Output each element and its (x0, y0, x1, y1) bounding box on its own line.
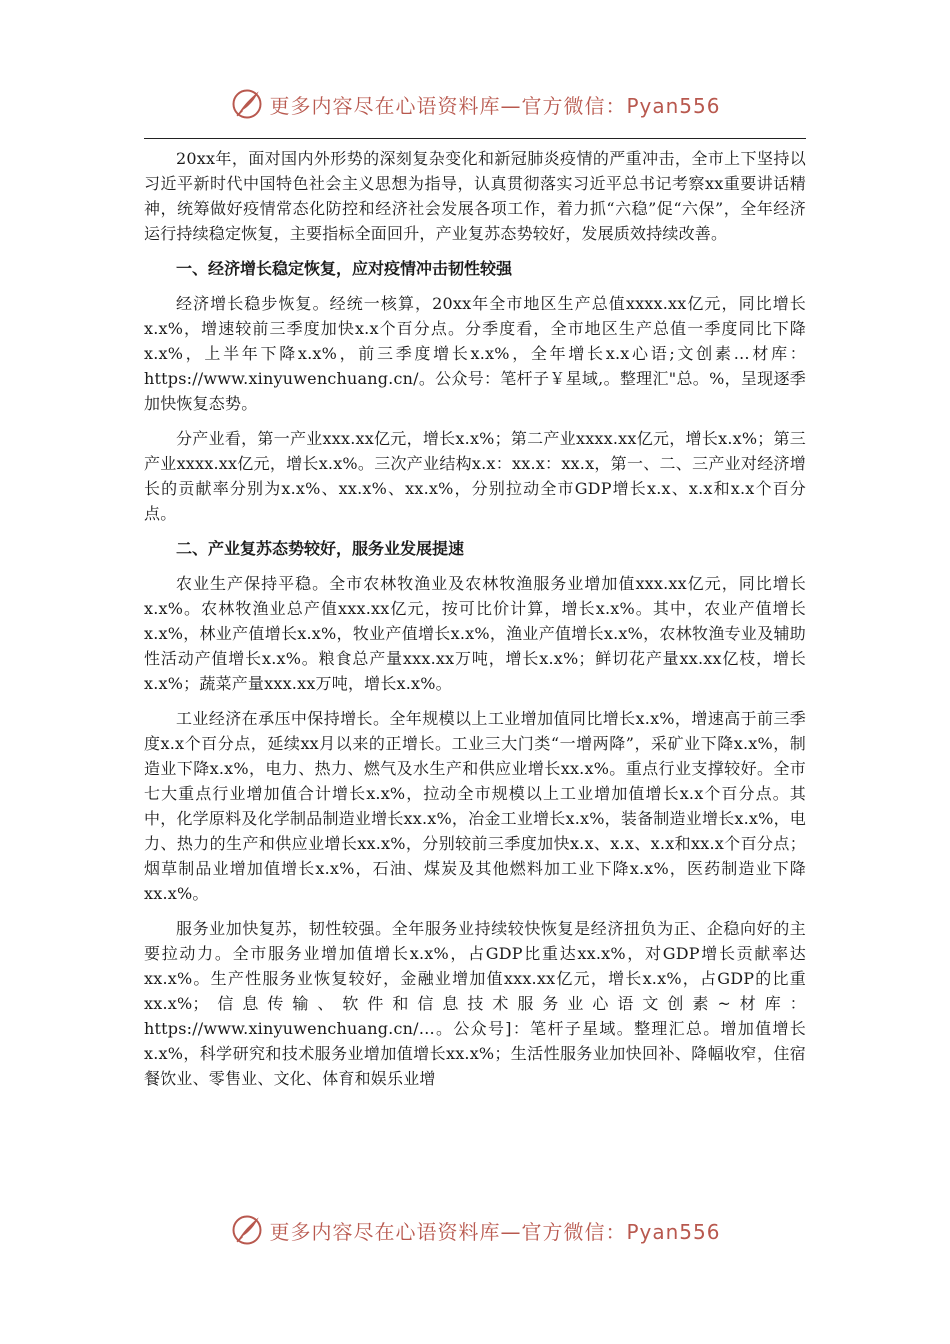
header-banner-text: 更多内容尽在心语资料库—官方微信：Pyan556 (269, 93, 721, 118)
body-paragraph: 20xx年，面对国内外形势的深刻复杂变化和新冠肺炎疫情的严重冲击，全市上下坚持以习近平新时代中国特色社会主义思想为指导，认真贯彻落实习近平总书记考察xx重要讲话精神，统筹做好疫情常态化防控和经济社会发展各项工作，着力抓“六稳”促“六保”，全年经济运行持续稳定恢复，主要指标全面回升，产业复苏态势较好，发展质效持续改善。 (144, 149, 806, 243)
body-paragraph: 服务业加快复苏，韧性较强。全年服务业持续较快恢复是经济扭负为正、企稳向好的主要拉动力。全市服务业增加值增长x.x%，占GDP比重达xx.x%，对GDP增长贡献率达xx.x%。生产性服务业恢复较好，金融业增加值xxx.xx亿元，增长x.x%，占GDP的比重xx.x%；信息传输、软件和信息技术服务业心语文创素~材库：https://www.xinyuwenchuang.cn/…。公众号]：笔杆子星域。整理汇总。增加值增长x.x%，科学研究和技术服务业增加值增长xx.x%；生活性服务业加快回补、降幅收窄，住宿餐饮业、零售业、文化、体育和娱乐业增 (144, 919, 806, 1088)
document-body (144, 146, 806, 1101)
body-paragraph: 分产业看，第一产业xxx.xx亿元，增长x.x%；第二产业xxxx.xx亿元，增长x.x%；第三产业xxxx.xx亿元，增长x.x%。三次产业结构x.x：xx.x：xx.x，第一、二、三产业对经济增长的贡献率分别为x.x%、xx.x%、xx.x%，分别拉动全市GDP增长x.x、x.x和x.x个百分点。 (144, 429, 806, 523)
section-heading: 一、经济增长稳定恢复，应对疫情冲击韧性较强 (176, 259, 513, 278)
body-paragraph: 经济增长稳步恢复。经统一核算，20xx年全市地区生产总值xxxx.xx亿元，同比增长x.x%，增速较前三季度加快x.x个百分点。分季度看，全市地区生产总值一季度同比下降x.x%，上半年下降x.x%，前三季度增长x.x%，全年增长x.x心语;文创素…材库：https://www.xinyuwenchuang.cn/。公众号：笔杆子￥星域,。整理汇"总。%，呈现逐季加快恢复态势。 (144, 294, 806, 413)
header-banner (0, 82, 950, 126)
body-paragraph: 工业经济在承压中保持增长。全年规模以上工业增加值同比增长x.x%，增速高于前三季度x.x个百分点，延续xx月以来的正增长。工业三大门类“一增两降”，采矿业下降x.x%，制造业下降x.x%，电力、热力、燃气及水生产和供应业增长xx.x%。重点行业支撑较好。全市七大重点行业增加值合计增长x.x%，拉动全市规模以上工业增加值增长x.x个百分点。其中，化学原料及化学制品制造业增长xx.x%，冶金工业增长x.x%，装备制造业增长x.x%，电力、热力的生产和供应业增长xx.x%，分别较前三季度加快x.x、x.x、x.x和xx.x个百分点；烟草制品业增加值增长x.x%，石油、煤炭及其他燃料加工业下降x.x%，医药制造业下降xx.x%。 (144, 709, 806, 903)
footer-banner (0, 1208, 950, 1252)
quill-pen-icon (229, 86, 265, 122)
footer-banner-text: 更多内容尽在心语资料库—官方微信：Pyan556 (269, 1219, 721, 1244)
header-divider (144, 138, 806, 139)
body-paragraph: 农业生产保持平稳。全市农林牧渔业及农林牧渔服务业增加值xxx.xx亿元，同比增长x.x%。农林牧渔业总产值xxx.xx亿元，按可比价计算，增长x.x%。其中，农业产值增长x.x%，林业产值增长x.x%，牧业产值增长x.x%，渔业产值增长x.x%，农林牧渔专业及辅助性活动产值增长x.x%。粮食总产量xxx.xx万吨，增长x.x%；鲜切花产量xx.xx亿枝，增长x.x%；蔬菜产量xxx.xx万吨，增长x.x%。 (144, 574, 806, 693)
section-heading: 二、产业复苏态势较好，服务业发展提速 (176, 539, 465, 558)
quill-pen-icon (229, 1212, 265, 1248)
